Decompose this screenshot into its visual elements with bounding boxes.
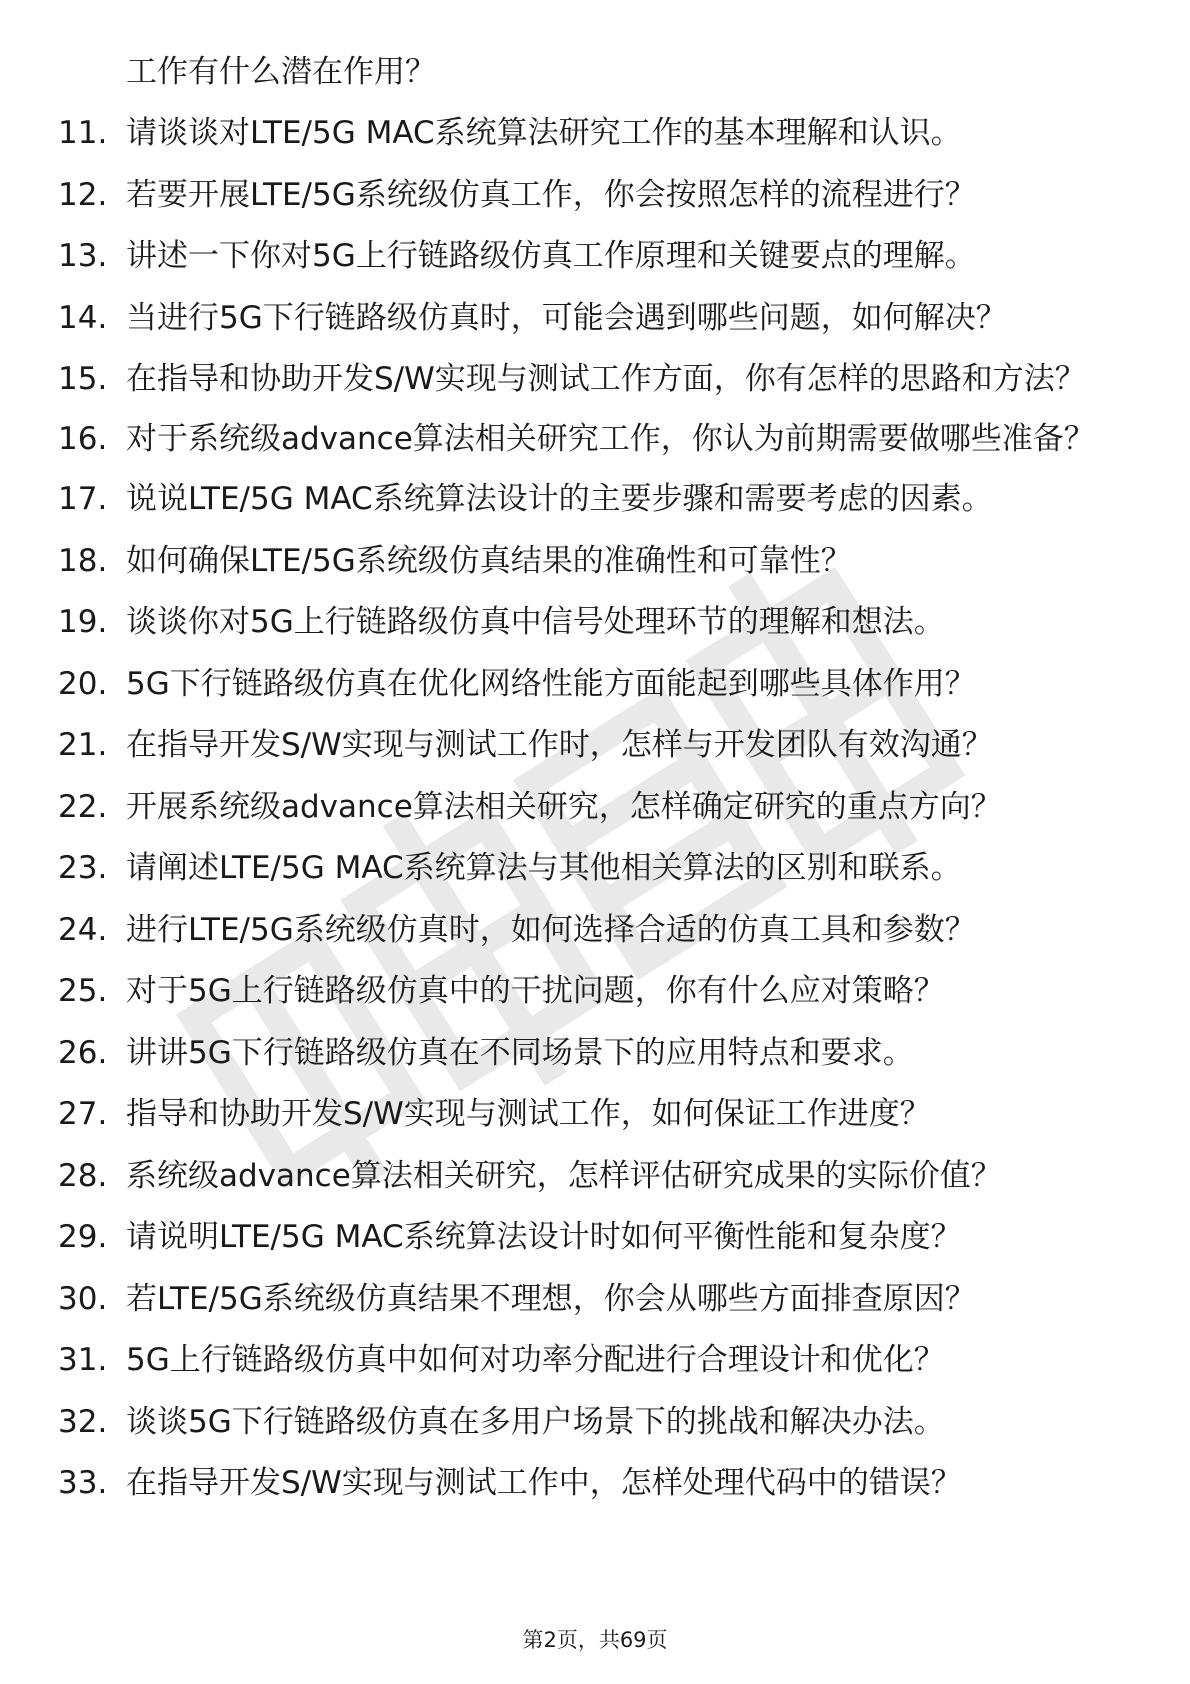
question-text: 说说LTE/5G MAC系统算法设计的主要步骤和需要考虑的因素。 [126, 481, 993, 517]
question-number: 17. [58, 481, 108, 517]
question-item [0, 664, 1190, 704]
question-item [0, 971, 1190, 1011]
question-item [0, 113, 1190, 153]
question-item [0, 298, 1190, 338]
question-number: 31. [58, 1342, 108, 1378]
question-item [0, 479, 1190, 519]
question-number: 32. [58, 1403, 108, 1440]
question-number: 33. [58, 1465, 108, 1501]
question-number: 16. [58, 421, 108, 457]
question-item [0, 1463, 1190, 1503]
question-text: 谈谈5G下行链路级仿真在多用户场景下的挑战和解决办法。 [126, 1403, 945, 1440]
question-number: 23. [58, 850, 108, 886]
question-text: 在指导开发S/W实现与测试工作时，怎样与开发团队有效沟通？ [126, 727, 993, 763]
question-text: 对于系统级advance算法相关研究工作，你认为前期需要做哪些准备？ [126, 421, 1095, 457]
question-text: 当进行5G下行链路级仿真时，可能会遇到哪些问题，如何解决？ [126, 299, 1007, 336]
question-number: 24. [58, 911, 108, 948]
question-item [0, 236, 1190, 276]
question-number: 30. [58, 1280, 108, 1317]
question-number: 18. [58, 542, 108, 579]
question-text: 讲讲5G下行链路级仿真在不同场景下的应用特点和要求。 [126, 1034, 914, 1071]
question-number: 22. [58, 788, 108, 825]
question-item [0, 1156, 1190, 1196]
question-number: 27. [58, 1096, 108, 1132]
question-number: 21. [58, 727, 108, 763]
question-item [0, 848, 1190, 888]
question-number: 26. [58, 1034, 108, 1071]
question-text: 谈谈你对5G上行链路级仿真中信号处理环节的理解和想法。 [126, 604, 945, 640]
question-text: 请谈谈对LTE/5G MAC系统算法研究工作的基本理解和认识。 [126, 115, 962, 151]
question-number: 28. [58, 1157, 108, 1194]
question-item [0, 1402, 1190, 1442]
question-item [0, 1094, 1190, 1134]
question-item [0, 725, 1190, 765]
question-text: 请阐述LTE/5G MAC系统算法与其他相关算法的区别和联系。 [126, 850, 962, 886]
question-text: 对于5G上行链路级仿真中的干扰问题，你有什么应对策略？ [126, 973, 945, 1009]
question-text: 在指导和协助开发S/W实现与测试工作方面，你有怎样的思路和方法？ [126, 361, 1086, 397]
question-item [0, 419, 1190, 459]
question-number: 11. [58, 115, 108, 151]
question-item [0, 1217, 1190, 1257]
question-number: 12. [58, 176, 108, 213]
question-number: 25. [58, 973, 108, 1009]
question-text: 开展系统级advance算法相关研究，怎样确定研究的重点方向？ [126, 788, 1002, 825]
question-item [0, 910, 1190, 950]
question-text: 请说明LTE/5G MAC系统算法设计时如何平衡性能和复杂度？ [126, 1219, 962, 1255]
page-footer: 第2页，共69页 [522, 1628, 668, 1652]
question-item [0, 359, 1190, 399]
question-item [0, 787, 1190, 827]
question-text: 在指导开发S/W实现与测试工作中，怎样处理代码中的错误？ [126, 1465, 962, 1501]
question-number: 29. [58, 1219, 108, 1255]
question-number: 14. [58, 299, 108, 336]
question-list [0, 113, 1190, 1525]
question-text: 若要开展LTE/5G系统级仿真工作，你会按照怎样的流程进行？ [126, 176, 976, 213]
question-number: 15. [58, 361, 108, 397]
question-item [0, 1033, 1190, 1073]
question-item [0, 1279, 1190, 1319]
continued-question-text: 工作有什么潜在作用？ [126, 54, 436, 90]
question-item [0, 541, 1190, 581]
question-text: 讲述一下你对5G上行链路级仿真工作原理和关键要点的理解。 [126, 238, 976, 274]
question-item [0, 1340, 1190, 1380]
question-number: 20. [58, 665, 108, 702]
question-text: 若LTE/5G系统级仿真结果不理想，你会从哪些方面排查原因？ [126, 1280, 976, 1317]
question-text: 指导和协助开发S/W实现与测试工作，如何保证工作进度？ [126, 1096, 931, 1132]
question-item [0, 175, 1190, 215]
question-text: 系统级advance算法相关研究，怎样评估研究成果的实际价值？ [126, 1157, 1002, 1194]
question-text: 进行LTE/5G系统级仿真时，如何选择合适的仿真工具和参数？ [126, 911, 976, 948]
question-number: 13. [58, 238, 108, 274]
question-item [0, 602, 1190, 642]
question-number: 19. [58, 604, 108, 640]
question-text: 如何确保LTE/5G系统级仿真结果的准确性和可靠性？ [126, 542, 852, 579]
question-text: 5G下行链路级仿真在优化网络性能方面能起到哪些具体作用？ [126, 665, 976, 702]
question-text: 5G上行链路级仿真中如何对功率分配进行合理设计和优化？ [126, 1342, 945, 1378]
